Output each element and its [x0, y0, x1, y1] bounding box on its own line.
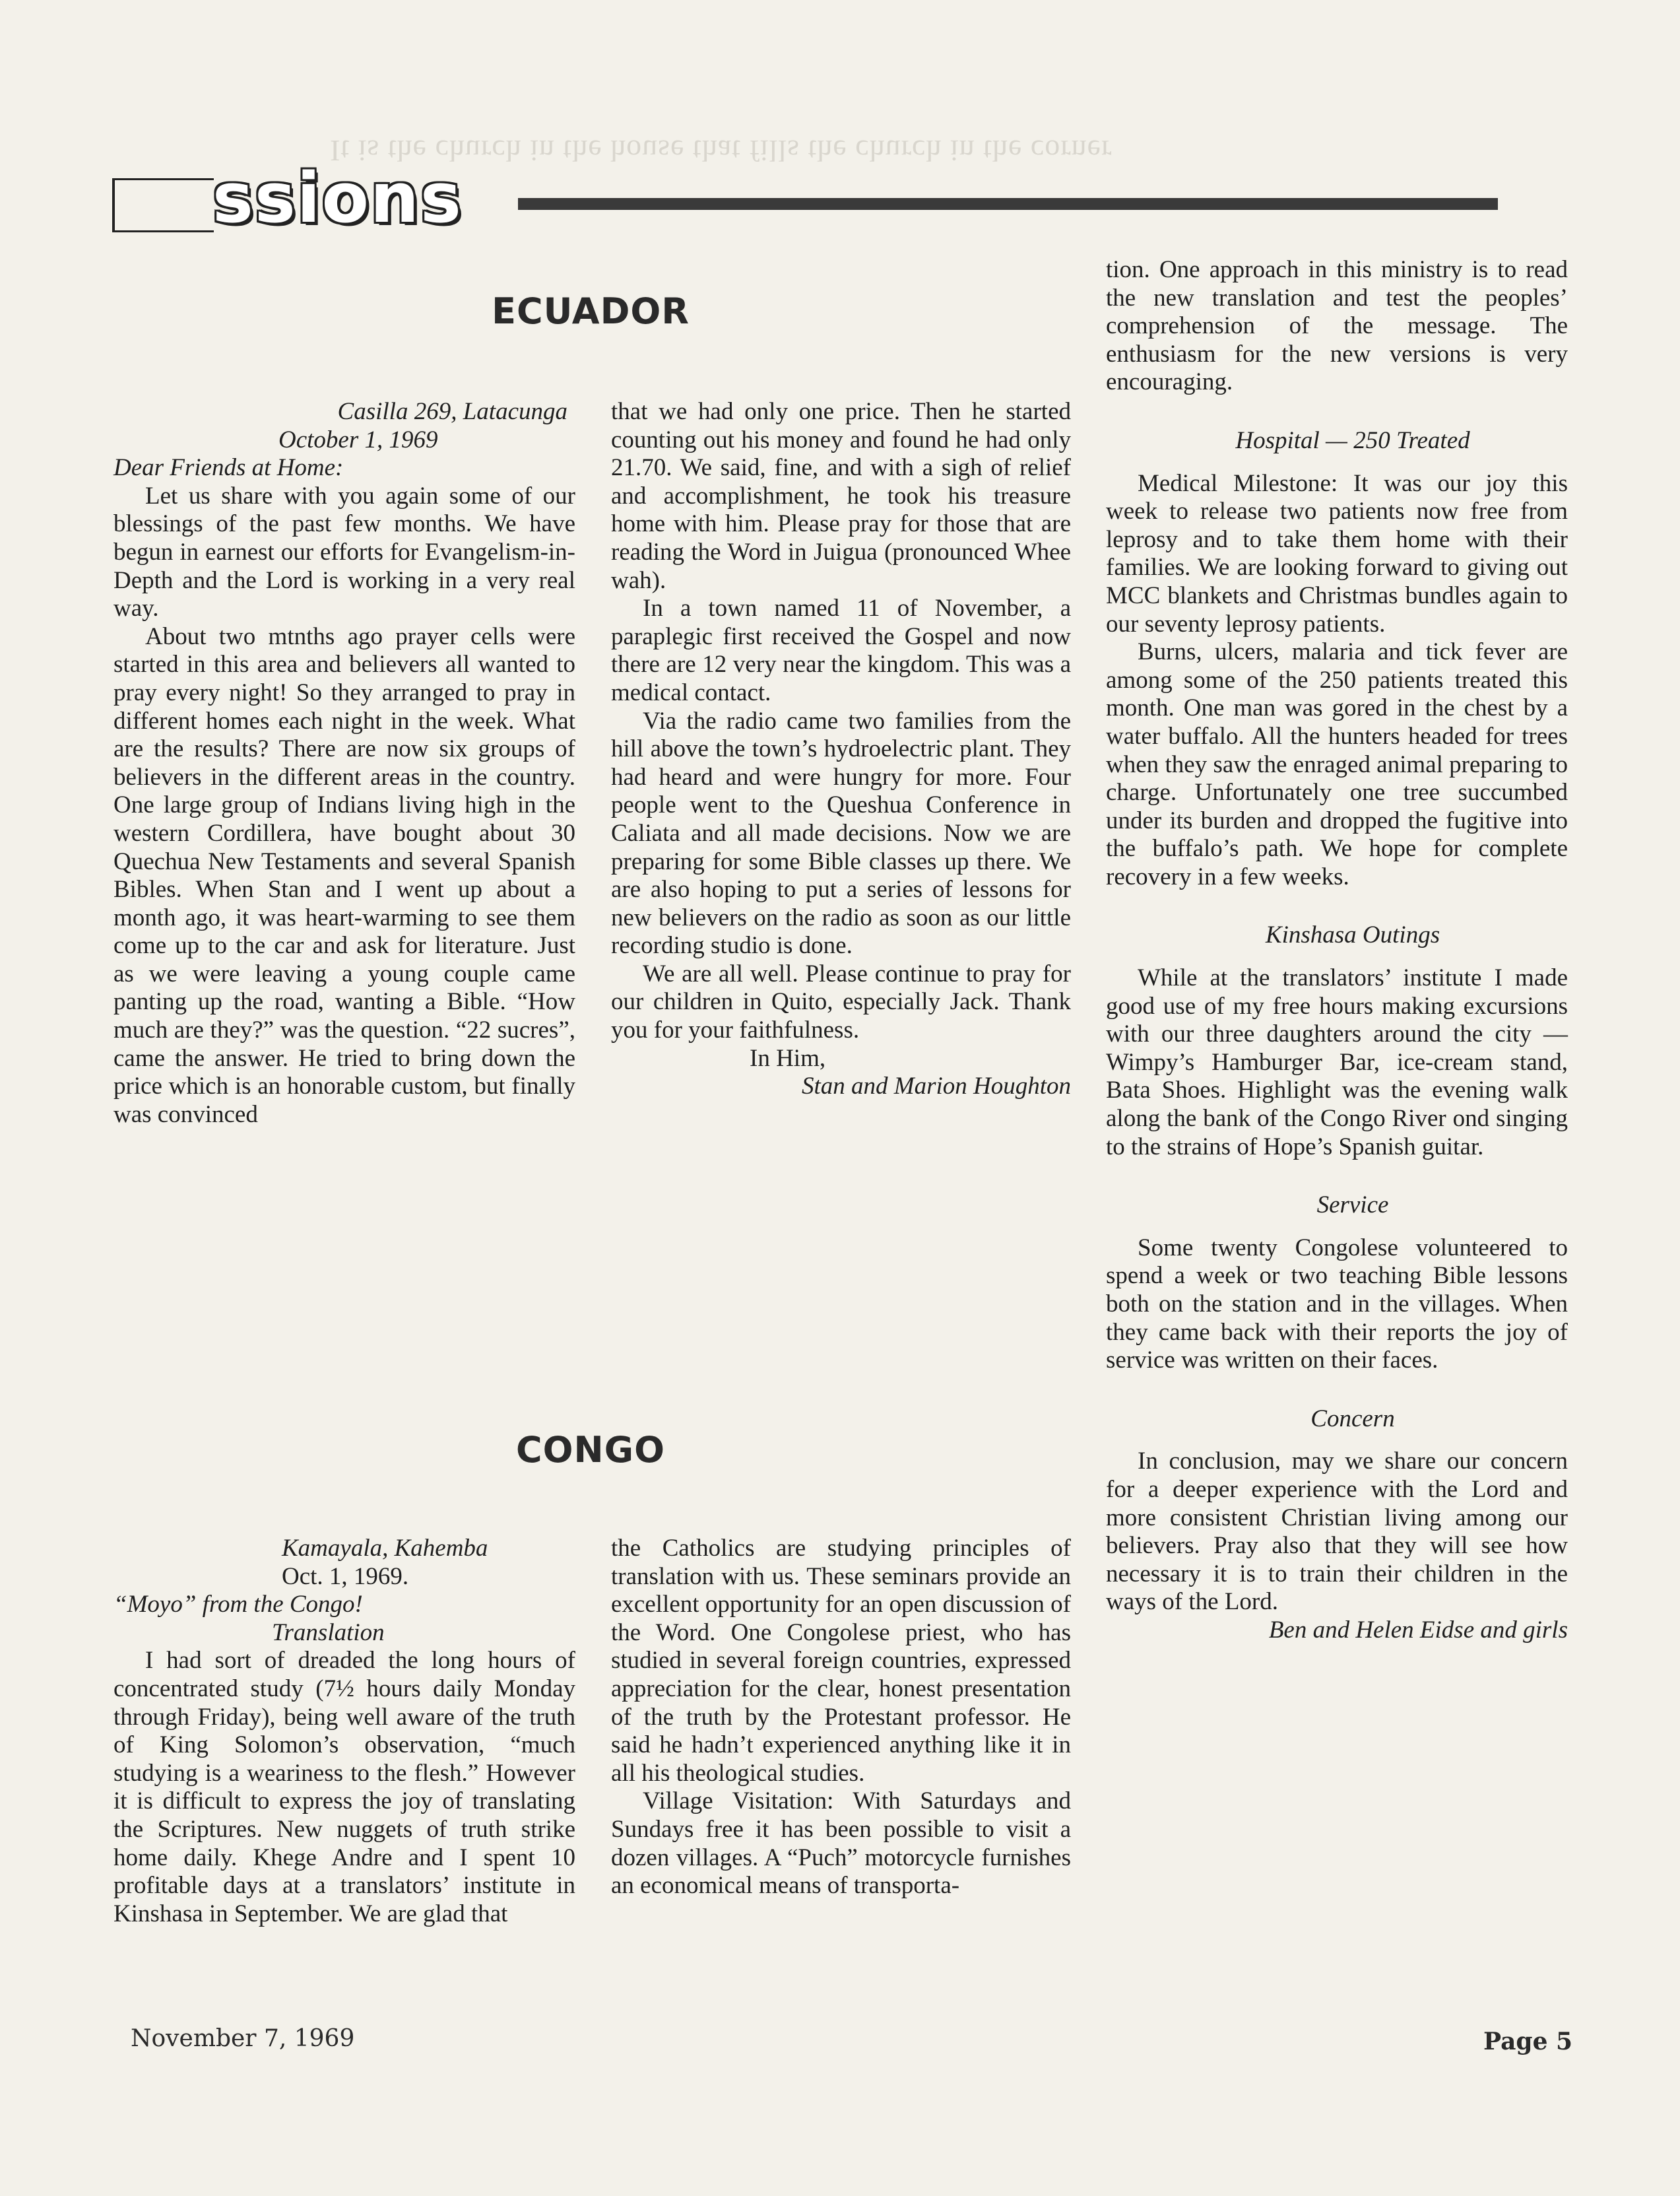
ecuador-paragraph: We are all well. Please continue to pray for our children in Quito, especially Jack. Thank you for your faithfulness. [611, 960, 1071, 1044]
ecuador-paragraph: In a town named 11 of November, a paraplegic first received the Gospel and now there are 12 very near the kingdom. This was a medical contact. [611, 595, 1071, 706]
section-logo: ssions [212, 158, 463, 238]
ecuador-paragraph: Let us share with you again some of our blessings of the past few months. We have begun in earnest our efforts for Evangelism-in-Depth and the Lord is working in a very real way. [113, 482, 575, 622]
kinshasa-heading: Kinshasa Outings [1265, 921, 1440, 949]
footer-date: November 7, 1969 [131, 2025, 355, 2052]
congo-paragraph: the Catholics are studying principles of translation with us. These seminars provide an excellent opportunity for an open discussion of the Word. One Congolese priest, who has studied in several foreign countries, expressed appreciation for the clear, honest presentation of the truth by the Protestant professor. He said he hadn’t experienced anything like it in all his theological studies. [611, 1535, 1071, 1787]
congo-paragraph: While at the translators’ institute I made good use of my free hours making excursions with our three daughters around the city — Wimpy’s Hamburger Bar, ice-cream stand, Bata Shoes. Highlight was the evening walk along the bank of the Congo River ond singing to the strains of Hope’s Spanish guitar. [1106, 964, 1568, 1160]
ecuador-address-line2: October 1, 1969 [278, 426, 438, 453]
congo-paragraph: Village Visitation: With Saturdays and Sundays free it has been possible to visit a dozen villages. A “Puch” motorcycle furnishes an economical means of transporta- [611, 1787, 1071, 1900]
congo-address-line1: Kamayala, Kahemba [282, 1535, 488, 1562]
ecuador-paragraph: About two mtnths ago prayer cells were started in this area and believers all wanted to pray every night! So they arranged to pray in different homes each night in the week. What are the results? There are now six groups of believers in the different areas in the country. One large group of Indians living high in the western Cordillera, have bought about 30 Quechua New Testaments and several Spanish Bibles. When Stan and I went up about a month ago, it was heart-warming to see them come up to the car and ask for literature. Just as we were leaving a young couple came panting up the road, wanting a Bible. “How much are they?” was the question. “22 sucres”, came the answer. He tried to bring down the price which is an honorable custom, but finally was convinced [113, 622, 575, 1128]
service-heading: Service [1316, 1191, 1389, 1219]
congo-column-2 [611, 1535, 1071, 1900]
logo-frame [112, 178, 214, 232]
header-rule [518, 198, 1498, 210]
congo-column-3 [1106, 256, 1568, 1645]
concern-heading: Concern [1310, 1405, 1395, 1432]
hospital-heading: Hospital — 250 Treated [1235, 426, 1470, 454]
ecuador-salutation: Dear Friends at Home: [113, 454, 344, 482]
ecuador-column-1 [113, 398, 575, 1129]
congo-paragraph: Burns, ulcers, malaria and tick fever are among some of the 250 patients treated this month. One man was gored in the chest by a water buffalo. All the hunters headed for trees when they saw the enraged animal preparing to charge. Unfortunately one tree succumbed under its burden and dropped the fugitive into the buffalo’s path. We hope for complete recovery in a few weeks. [1106, 638, 1568, 890]
congo-paragraph: In conclusion, may we share our concern for a deeper experience with the Lord and more consistent Christian living among our believers. Pray also that they will see how necessary it is to train their children in the ways of the Lord. [1106, 1447, 1568, 1616]
congo-paragraph: I had sort of dreaded the long hours of concentrated study (7½ hours daily Monday through Friday), being well aware of the truth of King Solomon’s observation, “much studying is a weariness to the flesh.” However it is difficult to express the joy of translating the Scriptures. New nuggets of truth strike home daily. Khege Andre and I spent 10 profitable days at a translators’ institute in Kinshasa in September. We are glad that [113, 1647, 575, 1927]
congo-greeting: “Moyo” from the Congo! [113, 1591, 363, 1618]
congo-address-line2: Oct. 1, 1969. [282, 1562, 409, 1590]
ecuador-column-2 [611, 398, 1071, 1101]
congo-paragraph: Some twenty Congolese volunteered to spend a week or two teaching Bible lessons both on the station and in the villages. When they came back with their reports the joy of service was written on their faces. [1106, 1234, 1568, 1374]
congo-subhead-translation: Translation [272, 1618, 385, 1646]
ecuador-address-line1: Casilla 269, Latacunga [337, 398, 567, 425]
congo-column-1 [113, 1535, 575, 1928]
page-number: Page 5 [1483, 2028, 1573, 2055]
ecuador-paragraph: that we had only one price. Then he started counting out his money and found he had only 21.70. We said, fine, and with a sigh of relief and accomplishment, he took his treasure home with him. Please pray for those that are reading the Word in Juigua (pronounced Whee wah). [611, 398, 1071, 594]
ecuador-title: ECUADOR [492, 290, 690, 332]
congo-paragraph: tion. One approach in this ministry is to read the new translation and test the peoples’ comprehension of the message. The enthusiasm for the new versions is very encouraging. [1106, 256, 1568, 396]
ecuador-paragraph: Via the radio came two families from the hill above the town’s hydroelectric plant. They had heard and were hungry for more. Four people went to the Queshua Conference in Caliata and all made decisions. Now we are preparing for some Bible classes up there. We are also hoping to put a series of lessons for new believers on the radio as soon as our little recording studio is done. [611, 707, 1071, 960]
ecuador-closing: In Him, [750, 1044, 826, 1072]
congo-title: CONGO [516, 1429, 665, 1471]
congo-paragraph: Medical Milestone: It was our joy this week to release two patients now free from leprosy and to take them home with their families. We are looking forward to giving out MCC blankets and Christmas bundles again to our seventy leprosy patients. [1106, 469, 1568, 638]
bleed-through-text: It is the church in the house that fills the church in the corner [330, 134, 1113, 168]
congo-signature: Ben and Helen Eidse and girls [1268, 1616, 1568, 1644]
ecuador-signature: Stan and Marion Houghton [801, 1073, 1071, 1100]
